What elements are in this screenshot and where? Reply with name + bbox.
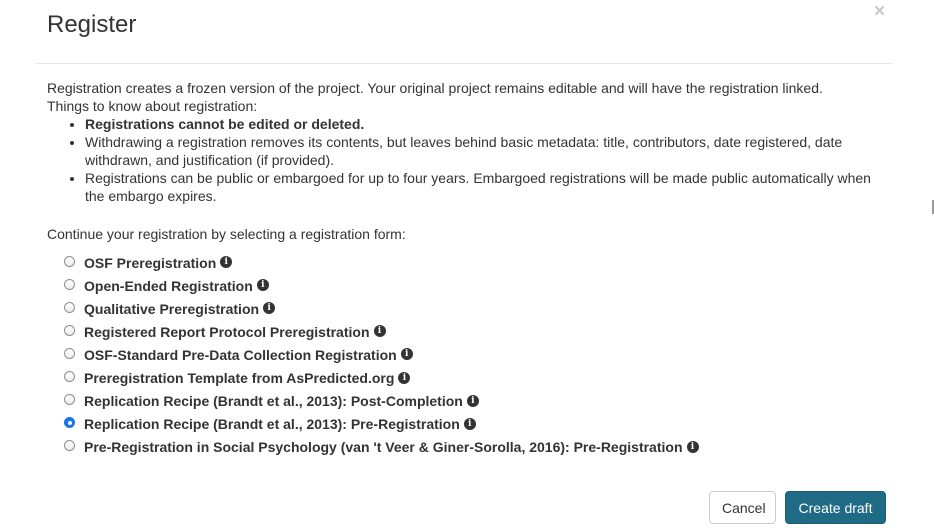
form-option-label[interactable]: Replication Recipe (Brandt et al., 2013): Pre-Registration — [84, 416, 460, 433]
info-icon[interactable]: i — [220, 256, 232, 268]
create-draft-button[interactable]: Create draft — [785, 491, 886, 524]
cancel-button[interactable]: Cancel — [709, 491, 776, 524]
form-option-social-psychology[interactable] — [64, 436, 877, 459]
form-option-label[interactable]: OSF-Standard Pre-Data Collection Registration — [84, 346, 397, 363]
info-icon[interactable]: i — [374, 325, 386, 337]
form-option-replication-post[interactable] — [64, 390, 877, 413]
form-option-qualitative[interactable] — [64, 297, 877, 320]
form-option-label[interactable]: Open-Ended Registration — [84, 277, 253, 294]
info-icon[interactable]: i — [398, 372, 410, 384]
radio-button-selected[interactable] — [64, 417, 75, 428]
list-item: • Withdrawing a registration removes its contents, but leaves behind basic metadata: title, contributors, date registered, date withdrawn, and justification (if provided). — [85, 133, 877, 169]
intro-paragraph: Registration creates a frozen version of the project. Your original project remains editable and will have the registration linked. — [47, 80, 823, 96]
list-item: • Registrations cannot be edited or deleted. — [85, 115, 877, 133]
form-option-replication-pre[interactable] — [64, 413, 877, 436]
radio-button[interactable] — [64, 440, 75, 451]
radio-button[interactable] — [64, 394, 75, 405]
form-option-label[interactable]: Qualitative Preregistration — [84, 300, 260, 317]
radio-button[interactable] — [64, 279, 75, 290]
dialog-header — [36, 0, 892, 64]
info-icon[interactable]: i — [263, 302, 275, 314]
intro-text — [47, 79, 877, 205]
radio-button[interactable] — [64, 256, 75, 267]
intro-subheading: Things to know about registration: — [47, 98, 258, 114]
form-option-aspredicted[interactable] — [64, 366, 877, 389]
form-selection-prompt: Continue your registration by selecting a registration form: — [47, 226, 406, 242]
registration-facts-list — [47, 115, 877, 205]
form-option-label[interactable]: Pre-Registration in Social Psychology (van 't Veer & Giner-Sorolla, 2016): Pre-Registration — [84, 439, 683, 456]
dialog-body — [47, 79, 877, 459]
form-option-registered-report[interactable] — [64, 320, 877, 343]
radio-button[interactable] — [64, 302, 75, 313]
form-option-label[interactable]: Replication Recipe (Brandt et al., 2013): Post-Completion — [84, 393, 463, 410]
form-option-osf-standard[interactable] — [64, 343, 877, 366]
info-icon[interactable]: i — [401, 348, 413, 360]
form-option-open-ended[interactable] — [64, 274, 877, 297]
dialog-footer — [709, 491, 886, 524]
form-option-label[interactable]: Registered Report Protocol Preregistration — [84, 323, 370, 340]
form-option-label[interactable]: Preregistration Template from AsPredicted.org — [84, 370, 395, 387]
info-icon[interactable]: i — [687, 441, 699, 453]
dialog-title: Register — [47, 11, 137, 38]
info-icon[interactable]: i — [464, 418, 476, 430]
close-icon[interactable]: × — [874, 1, 886, 22]
list-item: • Registrations can be public or embargoed for up to four years. Embargoed registrations will be made public automatically when the embargo expires. — [85, 169, 877, 205]
radio-button[interactable] — [64, 348, 75, 359]
form-option-osf-preregistration[interactable] — [64, 251, 877, 274]
radio-button[interactable] — [64, 325, 75, 336]
registration-form-list — [47, 251, 877, 459]
info-icon[interactable]: i — [257, 279, 269, 291]
form-option-label[interactable]: OSF Preregistration — [84, 254, 217, 271]
radio-button[interactable] — [64, 371, 75, 382]
info-icon[interactable]: i — [467, 395, 479, 407]
